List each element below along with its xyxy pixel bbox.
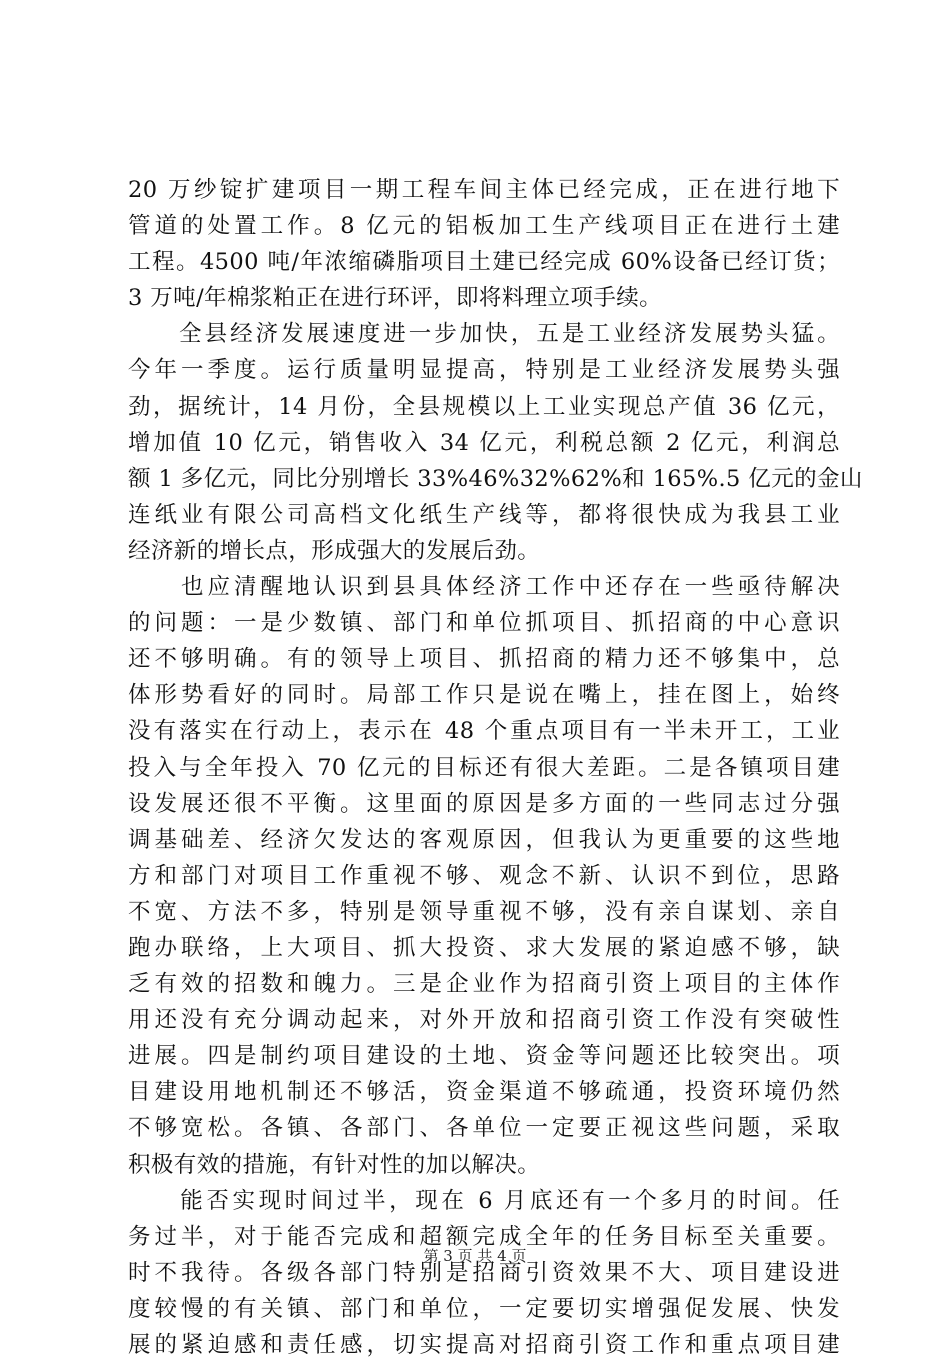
text-line: 务过半，对于能否完成和超额完成全年的任务目标至关重要。 — [128, 1223, 840, 1250]
text-line: 没有落实在行动上，表示在 48 个重点项目有一半未开工，工业 — [128, 718, 840, 745]
text-line: 体形势看好的同时。局部工作只是说在嘴上，挂在图上，始终 — [128, 682, 840, 709]
text-line: 3 万吨/年棉浆粕正在进行环评，即将料理立项手续。 — [128, 285, 663, 312]
text-line: 跑办联络，上大项目、抓大投资、求大发展的紧迫感不够，缺 — [128, 934, 840, 961]
text-line: 额 1 多亿元，同比分别增长 33%46%32%62%和 165%.5 亿元的金山 — [128, 465, 863, 492]
text-line: 不宽、方法不多，特别是领导重视不够，没有亲自谋划、亲自 — [128, 898, 840, 925]
text-line: 劲，据统计，14 月份，全县规模以上工业实现总产值 36 亿元， — [128, 393, 840, 420]
text-line: 20 万纱锭扩建项目一期工程车间主体已经完成，正在进行地下 — [128, 177, 840, 203]
text-line: 调基础差、经济欠发达的客观原因，但我认为更重要的这些地 — [128, 826, 840, 853]
text-line: 度较慢的有关镇、部门和单位，一定要切实增强促发展、快发 — [128, 1295, 840, 1322]
text-line: 的问题：一是少数镇、部门和单位抓项目、抓招商的中心意识 — [128, 610, 840, 637]
document-body — [128, 172, 863, 1363]
text-line: 方和部门对项目工作重视不够、观念不新、认识不到位，思路 — [128, 862, 840, 889]
text-line: 全县经济发展速度进一步加快，五是工业经济发展势头猛。 — [128, 321, 840, 348]
text-line: 管道的处置工作。8 亿元的铝板加工生产线项目正在进行土建 — [128, 213, 840, 240]
text-line: 乏有效的招数和魄力。三是企业作为招商引资上项目的主体作 — [128, 971, 840, 998]
text-line: 增加值 10 亿元，销售收入 34 亿元，利税总额 2 亿元，利润总 — [128, 429, 840, 456]
text-line: 投入与全年投入 70 亿元的目标还有很大差距。二是各镇项目建 — [128, 754, 840, 781]
text-line: 进展。四是制约项目建设的土地、资金等问题还比较突出。项 — [128, 1043, 840, 1070]
text-line: 积极有效的措施，有针对性的加以解决。 — [128, 1151, 541, 1178]
text-line: 不够宽松。各镇、各部门、各单位一定要正视这些问题，采取 — [128, 1115, 840, 1142]
text-line: 工程。4500 吨/年浓缩磷脂项目土建已经完成 60%设备已经订货； — [128, 249, 840, 276]
text-line: 时不我待。各级各部门特别是招商引资效果不大、项目建设进 — [128, 1259, 840, 1286]
text-line: 展的紧迫感和责任感，切实提高对招商引资工作和重点项目建 — [128, 1332, 840, 1358]
text-line: 连纸业有限公司高档文化纸生产线等，都将很快成为我县工业 — [128, 501, 840, 528]
text-line: 经济新的增长点，形成强大的发展后劲。 — [128, 537, 541, 564]
text-line: 设发展还很不平衡。这里面的原因是多方面的一些同志过分强 — [128, 790, 840, 817]
text-line: 也应清醒地认识到县具体经济工作中还存在一些亟待解决 — [128, 574, 840, 601]
text-line: 目建设用地机制还不够活，资金渠道不够疏通，投资环境仍然 — [128, 1079, 840, 1106]
text-line: 用还没有充分调动起来，对外开放和招商引资工作没有突破性 — [128, 1007, 840, 1034]
text-line: 还不够明确。有的领导上项目、抓招商的精力还不够集中，总 — [128, 646, 840, 673]
page-number-footer: 第 3 页 共 4 页 — [423, 1247, 527, 1265]
text-line: 今年一季度。运行质量明显提高，特别是工业经济发展势头强 — [128, 357, 840, 384]
text-line: 能否实现时间过半，现在 6 月底还有一个多月的时间。任 — [128, 1187, 840, 1214]
